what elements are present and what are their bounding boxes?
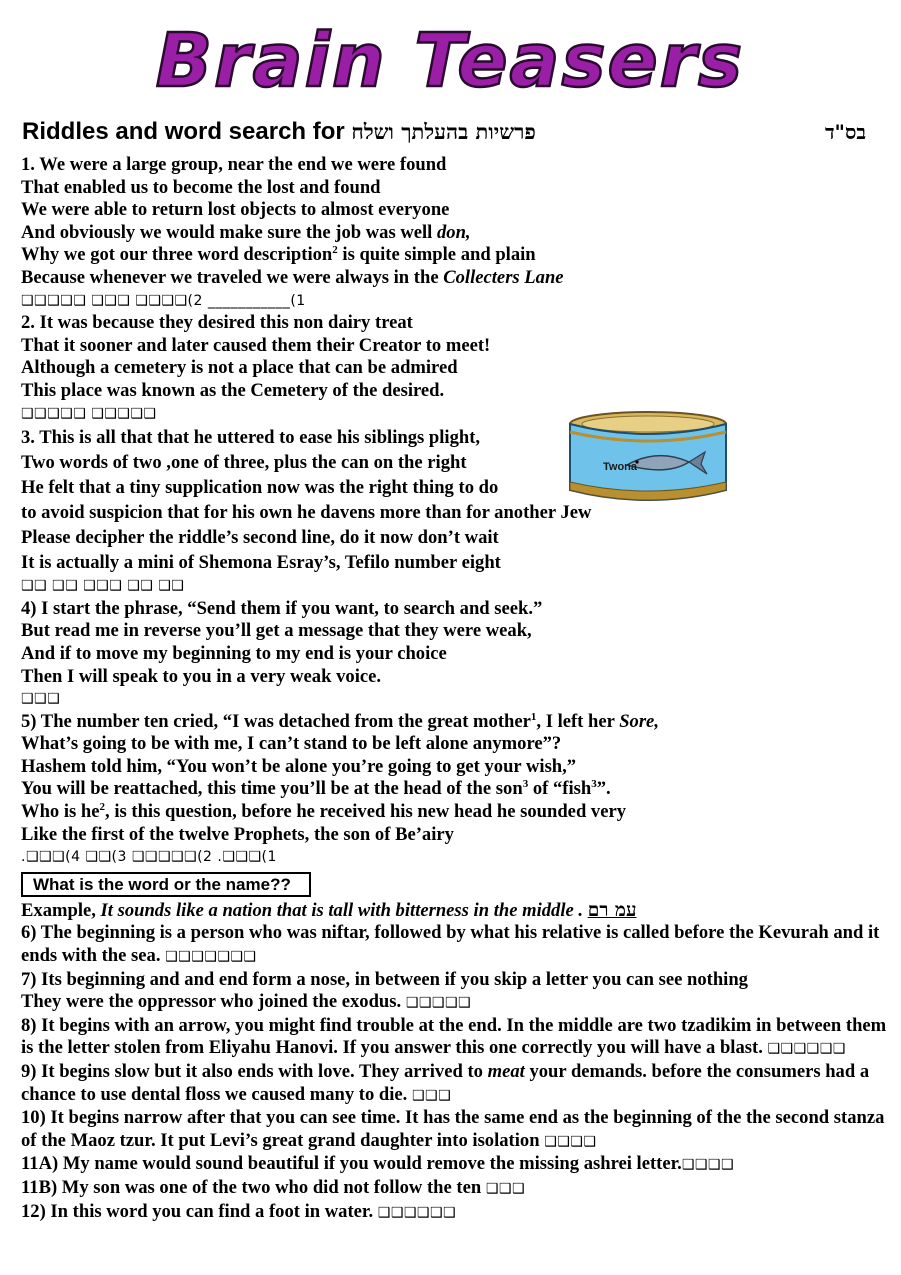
question-7-line-2: They were the oppressor who joined the exodus. ❑❑❑❑❑ [21,991,472,1013]
riddle-4-line-3: And if to move my beginning to my end is your choice [21,642,447,664]
riddle-4-line-4: Then I will speak to you in a very weak voice. [21,665,382,687]
riddle-5-line-4: You will be reattached, this time you’ll be at the head of the son$^3$ of “fish$^3$”. [21,778,611,800]
riddle-1-line-2: That enabled us to become the lost and found [21,176,381,198]
q12-answer-boxes[interactable]: ❑❑❑❑❑❑ [377,1204,457,1221]
banner-title-text: Brain Teasers [155,18,745,104]
subtitle [22,118,536,146]
riddle-1 [21,154,891,312]
subtitle-row [22,118,882,148]
riddle-4-line-1: 4) I start the phrase, “Send them if you want, to search and seek.” [21,597,543,619]
question-10: 10) It begins narrow after that you can see time. It has the same end as the beginning of the the second stanza of the Maoz tzur. It put Levi’s great grand daughter into isolation ❑❑❑❑ [21,1107,885,1151]
riddle-3-answer-boxes[interactable]: ❑❑ ❑❑ ❑❑❑ ❑❑ ❑❑ [21,578,185,595]
riddle-1-answer-boxes[interactable]: ❑❑❑❑❑ ❑❑❑ ❑❑❑❑(2 ___________(1 [21,292,306,309]
riddle-5-line-2: What’s going to be with me, I can’t stand to be left alone anymore”? [21,733,562,755]
riddle-3-line-2: Two words of two ,one of three, plus the can on the right [21,452,467,474]
question-8: 8) It begins with an arrow, you might find trouble at the end. In the middle are two tzadikim in between them is the letter stolen from Eliyahu Hanovi. If you answer this one correctly you will have a blast. ❑❑❑❑❑❑ [21,1014,887,1059]
riddle-1-line-4: And obviously we would make sure the job was well don, [21,221,471,243]
riddle-3-line-6: It is actually a mini of Shemona Esray’s, Tefilo number eight [21,552,501,574]
example-line: Example, It sounds like a nation that is tall with bitterness in the middle . עמ רם [21,899,637,921]
riddle-5-answer-boxes[interactable]: .❑❑❑(4 ❑❑(3 ❑❑❑❑❑(2 .❑❑❑(1 [21,849,277,866]
q6-answer-boxes[interactable]: ❑❑❑❑❑❑❑ [165,949,257,966]
riddle-1-line-6: Because whenever we traveled we were always in the Collecters Lane [21,266,564,288]
riddle-1-line-5: Why we got our three word description$^2$ is quite simple and plain [21,244,536,266]
parsha-name: פרשיות בהעלתך ושלח [351,119,536,144]
riddle-2-answer-boxes[interactable]: ❑❑❑❑❑ ❑❑❑❑❑ [21,405,157,422]
riddle-4-line-2: But read me in reverse you’ll get a message that they were weak, [21,620,532,642]
question-11b: 11B) My son was one of the two who did not follow the ten ❑❑❑ [21,1176,526,1198]
riddle-3-line-4: to avoid suspicion that for his own he davens more than for another Jew [21,502,592,524]
riddle-3-line-5: Please decipher the riddle’s second line, do it now don’t wait [21,527,499,549]
content [21,154,891,1224]
riddle-1-line-1: 1. We were a large group, near the end we were found [21,154,447,175]
riddle-2-line-4: This place was known as the Cemetery of the desired. [21,379,445,401]
riddle-5-line-3: Hashem told him, “You won’t be alone you’re going to get your wish,” [21,755,577,777]
q11a-answer-boxes[interactable]: ❑❑❑❑ [681,1157,735,1174]
riddle-2 [21,312,891,425]
question-6: 6) The beginning is a person who was niftar, followed by what his relative is called before the Kevurah and it ends with the sea. ❑❑❑❑❑❑❑ [21,922,880,967]
riddle-5-line-1: 5) The number ten cried, “I was detached from the great mother$^1$, I left her Sore, [21,710,659,732]
q11b-answer-boxes[interactable]: ❑❑❑ [485,1180,526,1197]
riddle-3 [21,425,891,598]
question-12: 12) In this word you can find a foot in water. ❑❑❑❑❑❑ [21,1200,457,1222]
question-7-line-1: 7) Its beginning and and end form a nose, in between if you skip a letter you can see nothing [21,968,748,990]
question-9: 9) It begins slow but it also ends with love. They arrived to meat your demands. before the consumers had a chance to use dental floss we caused many to die. ❑❑❑ [21,1061,870,1105]
q9-answer-boxes[interactable]: ❑❑❑ [411,1087,452,1104]
subtitle-text: Riddles and word search for [22,118,345,145]
can-label: Twona [603,461,638,473]
riddle-2-line-1: 2. It was because they desired this non dairy treat [21,312,413,334]
q7-answer-boxes[interactable]: ❑❑❑❑❑ [405,995,472,1012]
riddle-2-line-2: That it sooner and later caused them their Creator to meet! [21,334,491,356]
banner-title [0,8,901,106]
riddle-5-line-6: Like the first of the twelve Prophets, the son of Be’airy [21,823,454,845]
section-header: What is the word or the name?? [21,872,311,897]
riddle-3-line-1: 3. This is all that that he uttered to ease his siblings plight, [21,427,481,449]
bsd-label: בס"ד [824,120,866,144]
riddle-4-answer-boxes[interactable]: ❑❑❑ [21,691,61,708]
q8-answer-boxes[interactable]: ❑❑❑❑❑❑ [767,1041,846,1058]
riddle-4 [21,598,891,711]
q10-answer-boxes[interactable]: ❑❑❑❑ [544,1133,597,1150]
riddle-5 [21,711,891,869]
riddle-2-line-3: Although a cemetery is not a place that can be admired [21,357,458,379]
riddle-3-line-3: He felt that a tiny supplication now was the right thing to do [21,477,499,499]
riddle-1-line-3: We were able to return lost objects to almost everyone [21,199,450,221]
riddle-5-line-5: Who is $he^2$, is this question, before he received his new head he sounded very [21,800,627,823]
question-11a: 11A) My name would sound beautiful if you would remove the missing ashrei letter.❑❑❑❑ [21,1153,735,1175]
